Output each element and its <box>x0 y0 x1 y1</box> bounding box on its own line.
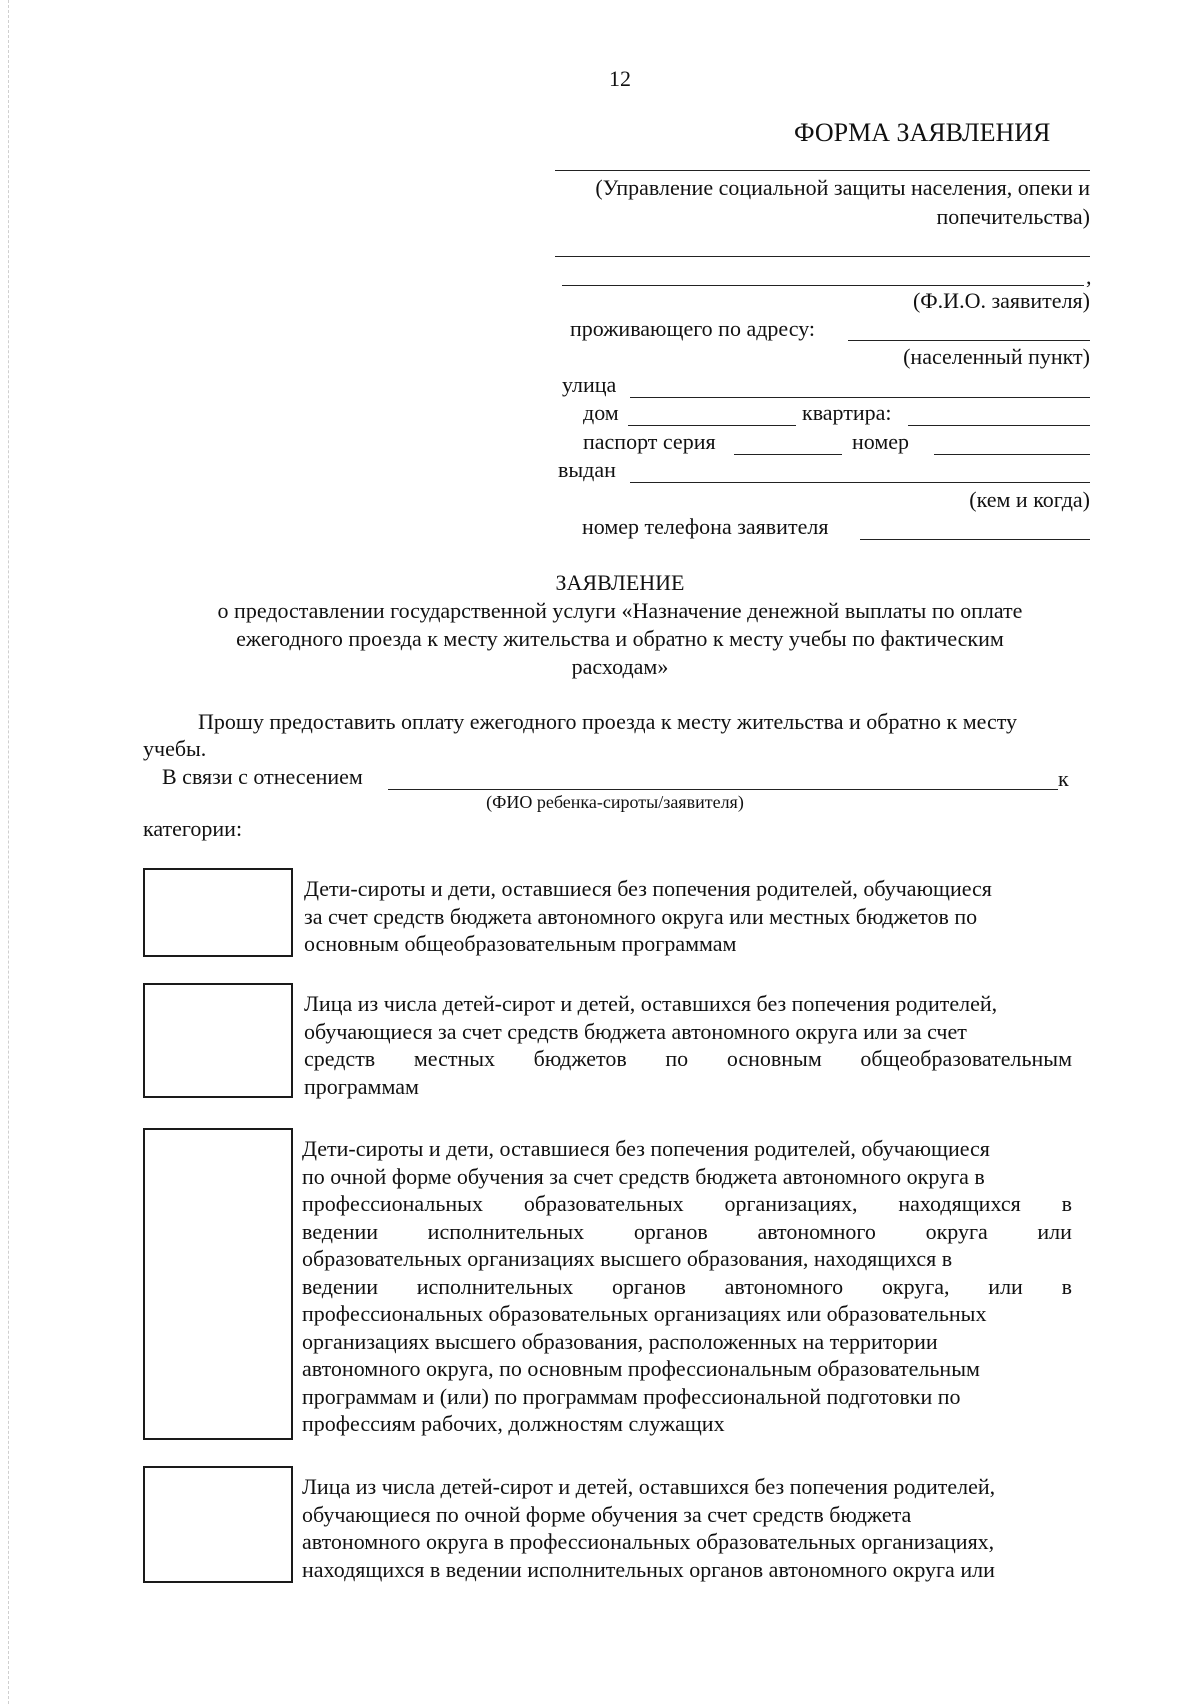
category-text <box>304 875 1080 958</box>
phone-line[interactable] <box>860 539 1090 540</box>
category-text-line: обучающиеся по очной форме обучения за счет средств бюджета <box>302 1501 912 1527</box>
passport-series-line[interactable] <box>734 454 842 455</box>
passport-series-label: паспорт серия <box>583 429 716 454</box>
apartment-label: квартира: <box>802 400 892 425</box>
category-text-line: по очной форме обучения за счет средств бюджета автономного округа в <box>302 1163 985 1189</box>
categories-label: категории: <box>143 816 243 841</box>
child-fio-label: (ФИО ребенка-сироты/заявителя) <box>486 792 744 812</box>
application-subtitle-2: ежегодного проезда к месту жительства и обратно к месту учебы по фактическим <box>236 626 1004 651</box>
street-line[interactable] <box>630 397 1090 398</box>
relation-label: В связи с отнесением <box>162 764 363 789</box>
application-title: ЗАЯВЛЕНИЕ <box>555 570 685 595</box>
category-text-line: ведении исполнительных органов автономного округа, или в <box>302 1273 1072 1299</box>
issued-label: выдан <box>558 457 616 482</box>
authority-label-2: попечительства) <box>936 204 1090 229</box>
category-text-line: Лица из числа детей-сирот и детей, оставшихся без попечения родителей, <box>304 991 998 1016</box>
category-text-line: основным общеобразовательным программам <box>304 931 737 956</box>
category-text <box>304 990 1072 1100</box>
house-label: дом <box>583 400 619 425</box>
page-number: 12 <box>609 66 631 91</box>
issued-line[interactable] <box>630 482 1090 483</box>
form-title: ФОРМА ЗАЯВЛЕНИЯ <box>794 118 1051 147</box>
category-text-line: обучающиеся за счет средств бюджета автономного округа или за счет <box>304 1018 967 1044</box>
relation-suffix: к <box>1058 766 1069 791</box>
issued-by-label: (кем и когда) <box>969 487 1090 512</box>
street-label: улица <box>562 372 617 397</box>
category-checkbox[interactable] <box>143 983 293 1098</box>
request-text-1: Прошу предоставить оплату ежегодного проезда к месту жительства и обратно к месту <box>198 709 1018 734</box>
category-text-line: образовательных организациях высшего образования, находящихся в <box>302 1246 953 1271</box>
fio-label: (Ф.И.О. заявителя) <box>912 288 1090 313</box>
category-text-line: профессиональных образовательных организациях или образовательных <box>302 1301 987 1326</box>
settlement-label: (населенный пункт) <box>903 344 1090 369</box>
passport-number-label: номер <box>852 429 910 454</box>
category-text-line: Дети-сироты и дети, оставшиеся без попечения родителей, обучающиеся <box>302 1136 990 1161</box>
category-text-line: Лица из числа детей-сирот и детей, оставшихся без попечения родителей, <box>302 1474 996 1499</box>
category-text-line: средств местных бюджетов по основным общеобразовательным <box>304 1046 1072 1071</box>
address-line[interactable] <box>848 340 1090 341</box>
passport-number-line[interactable] <box>934 454 1090 455</box>
category-text-line: организациях высшего образования, расположенных на территории <box>302 1328 938 1354</box>
scan-edge <box>8 0 10 1704</box>
fio-line-1[interactable] <box>555 256 1090 257</box>
authority-line[interactable] <box>555 170 1090 171</box>
category-checkbox[interactable] <box>143 868 293 957</box>
request-text-2: учебы. <box>143 736 207 761</box>
category-text-line: ведении исполнительных органов автономного округа или <box>302 1218 1072 1244</box>
category-text-line: автономного округа в профессиональных образовательных организациях, <box>302 1529 995 1554</box>
category-text <box>302 1473 1074 1583</box>
category-text-line: программам <box>304 1073 419 1099</box>
category-text-line: Дети-сироты и дети, оставшиеся без попечения родителей, обучающиеся <box>304 876 992 901</box>
fio-line-2[interactable] <box>562 285 1084 286</box>
category-text-line: автономного округа, по основным профессиональным образовательным <box>302 1356 980 1381</box>
house-line[interactable] <box>628 425 796 426</box>
child-fio-line[interactable] <box>388 789 1058 790</box>
category-text-line: за счет средств бюджета автономного округа или местных бюджетов по <box>304 903 978 929</box>
category-text-line: профессиям рабочих, должностям служащих <box>302 1411 725 1436</box>
application-subtitle-3: расходам» <box>571 654 669 679</box>
application-subtitle-1: о предоставлении государственной услуги «Назначение денежной выплаты по оплате <box>217 598 1023 623</box>
category-text-line: находящихся в ведении исполнительных органов автономного округа или <box>302 1556 995 1582</box>
category-checkbox[interactable] <box>143 1128 293 1440</box>
category-text-line: программам и (или) по программам профессиональной подготовки по <box>302 1383 961 1409</box>
category-checkbox[interactable] <box>143 1466 293 1583</box>
category-text <box>302 1135 1072 1438</box>
phone-label: номер телефона заявителя <box>582 514 829 539</box>
apartment-line[interactable] <box>908 425 1090 426</box>
address-label: проживающего по адресу: <box>570 316 816 341</box>
category-text-line: профессиональных образовательных организациях, находящихся в <box>302 1191 1072 1216</box>
authority-label-1: (Управление социальной защиты населения, опеки и <box>595 175 1090 200</box>
fio-comma: , <box>1086 264 1092 289</box>
